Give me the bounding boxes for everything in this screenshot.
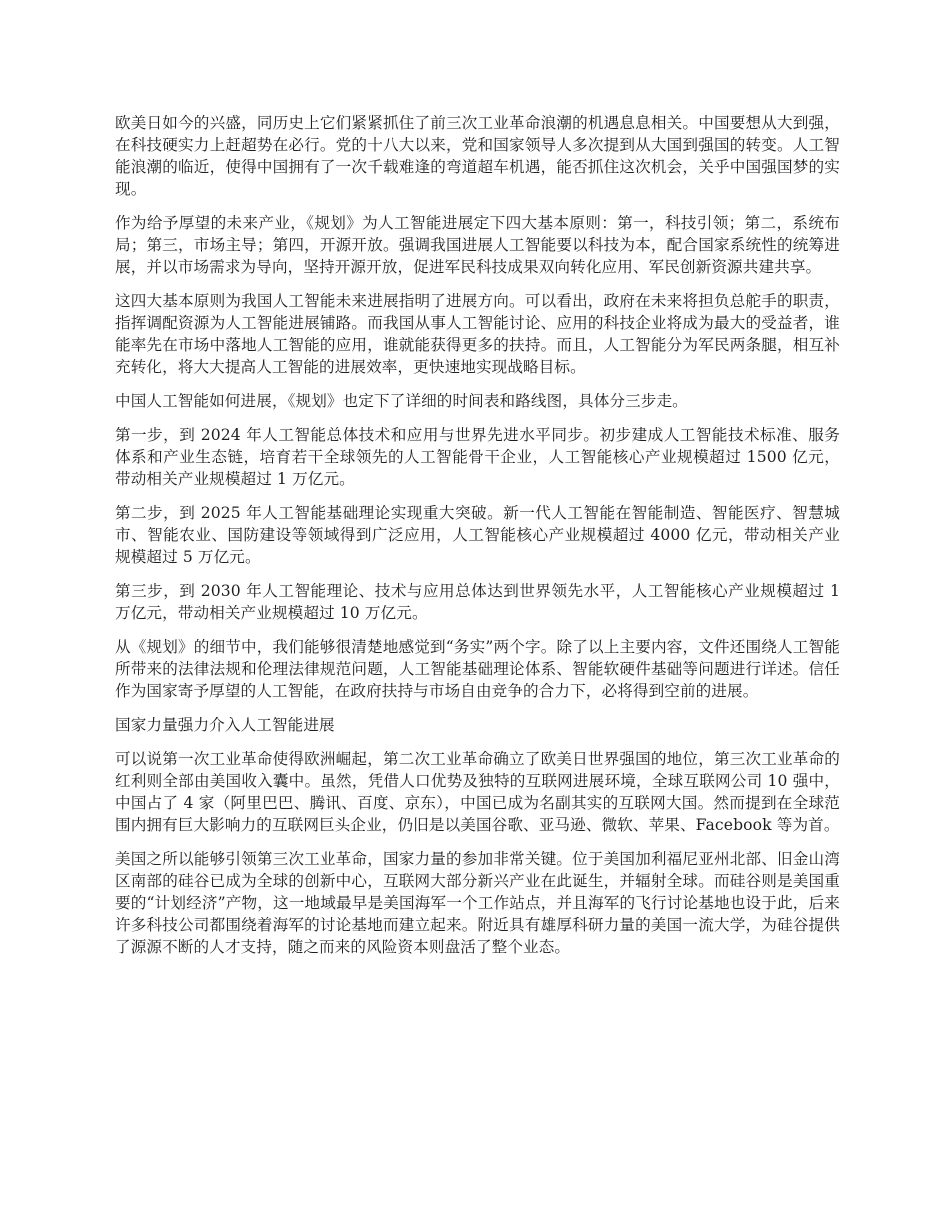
- paragraph-step-two: 第二步，到 2025 年人工智能基础理论实现重大突破。新一代人工智能在智能制造、智能医疗、智慧城市、智能农业、国防建设等领域得到广泛应用，人工智能核心产业规模超过 4000 亿元，带动相关产业规模超过 5 万亿元。: [115, 504, 840, 566]
- document-body: [115, 112, 840, 958]
- paragraph-step-three: 第三步，到 2030 年人工智能理论、技术与应用总体达到世界领先水平，人工智能核心产业规模超过 1 万亿元，带动相关产业规模超过 10 万亿元。: [115, 582, 840, 622]
- section-heading: 国家力量强力介入人工智能进展: [115, 716, 335, 734]
- paragraph-step-one: 第一步，到 2024 年人工智能总体技术和应用与世界先进水平同步。初步建成人工智能技术标准、服务体系和产业生态链，培育若干全球领先的人工智能骨干企业，人工智能核心产业规模超过 1500 亿元，带动相关产业规模超过 1 万亿元。: [115, 426, 840, 488]
- paragraph-direction: 这四大基本原则为我国人工智能未来进展指明了进展方向。可以看出，政府在未来将担负总舵手的职责，指挥调配资源为人工智能进展铺路。而我国从事人工智能讨论、应用的科技企业将成为最大的受益者，谁能率先在市场中落地人工智能的应用，谁就能获得更多的扶持。而且，人工智能分为军民两条腿，相互补充转化，将大大提高人工智能的进展效率，更快速地实现战略目标。: [115, 292, 840, 376]
- paragraph-principles: 作为给予厚望的未来产业，《规划》为人工智能进展定下四大基本原则：第一，科技引领；第二，系统布局；第三，市场主导；第四，开源开放。强调我国进展人工智能要以科技为本，配合国家系统性的统筹进展，并以市场需求为导向，坚持开源开放，促进军民科技成果双向转化应用、军民创新资源共建共享。: [115, 214, 840, 276]
- paragraph-details: 从《规划》的细节中，我们能够很清楚地感觉到“务实”两个字。除了以上主要内容，文件还围绕人工智能所带来的法律法规和伦理法律规范问题，人工智能基础理论体系、智能软硬件基础等问题进行详述。信任作为国家寄予厚望的人工智能，在政府扶持与市场自由竞争的合力下，必将得到空前的进展。: [115, 638, 840, 700]
- paragraph-intro: 欧美日如今的兴盛，同历史上它们紧紧抓住了前三次工业革命浪潮的机遇息息相关。中国要想从大到强，在科技硬实力上赶超势在必行。党的十八大以来，党和国家领导人多次提到从大国到强国的转变。人工智能浪潮的临近，使得中国拥有了一次千载难逢的弯道超车机遇，能否抓住这次机会，关乎中国强国梦的实现。: [115, 114, 840, 198]
- paragraph-roadmap: 中国人工智能如何进展，《规划》也定下了详细的时间表和路线图，具体分三步走。: [115, 392, 688, 410]
- paragraph-silicon-valley: 美国之所以能够引领第三次工业革命，国家力量的参加非常关键。位于美国加利福尼亚州北部、旧金山湾区南部的硅谷已成为全球的创新中心，互联网大部分新兴产业在此诞生，并辐射全球。而硅谷则是美国重要的“计划经济”产物，这一地域最早是美国海军一个工作站点，并且海军的飞行讨论基地也设于此，后来许多科技公司都围绕着海军的讨论基地而建立起来。附近具有雄厚科研力量的美国一流大学，为硅谷提供了源源不断的人才支持，随之而来的风险资本则盘活了整个业态。: [115, 850, 840, 956]
- paragraph-industrial-revolutions: 可以说第一次工业革命使得欧洲崛起，第二次工业革命确立了欧美日世界强国的地位，第三次工业革命的红利则全部由美国收入囊中。虽然，凭借人口优势及独特的互联网进展环境，全球互联网公司 10 强中，中国占了 4 家（阿里巴巴、腾讯、百度、京东），中国已成为名副其实的互联网大国。然而提到在全球范围内拥有巨大影响力的互联网巨头企业，仍旧是以美国谷歌、亚马逊、微软、苹果、Facebook 等为首。: [115, 750, 840, 834]
